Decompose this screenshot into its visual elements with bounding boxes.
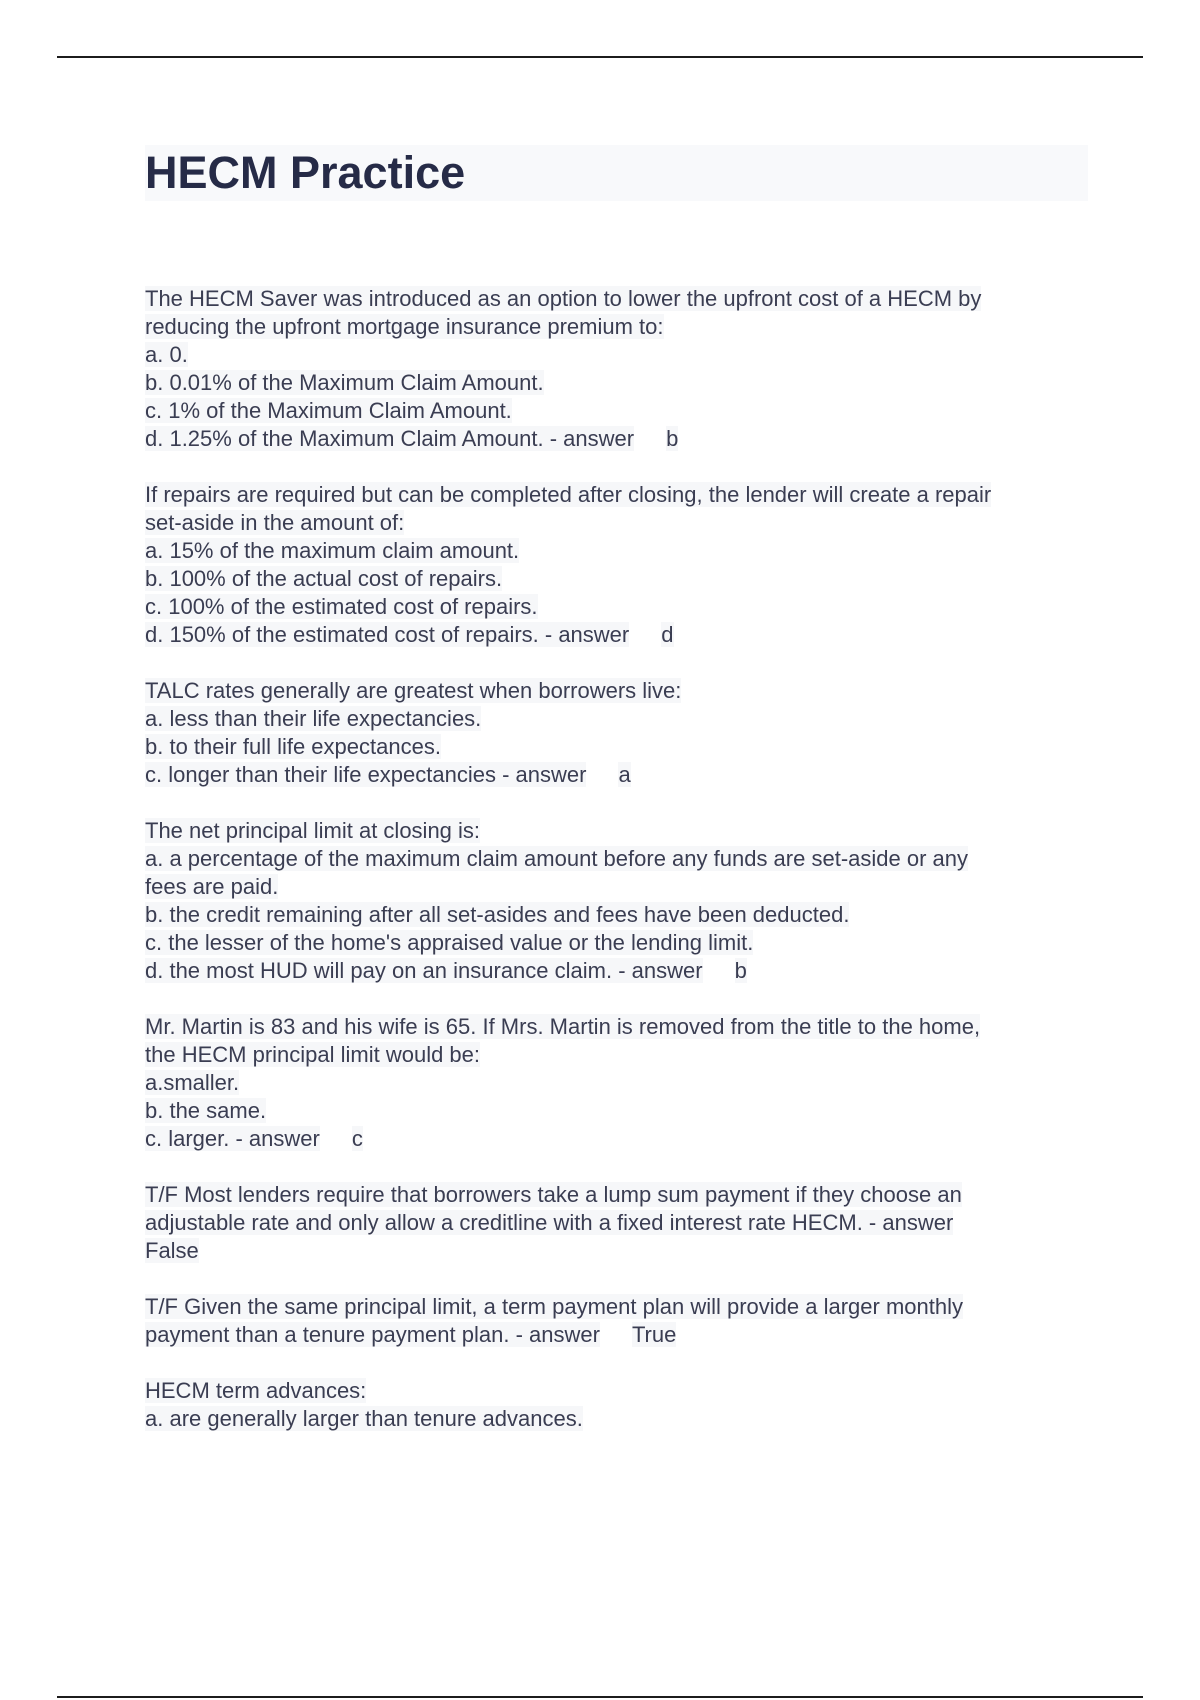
option-answer-line: d. 150% of the estimated cost of repairs. - answer d: [145, 622, 674, 647]
page-title: HECM Practice: [145, 147, 466, 198]
option-line: b. the same.: [145, 1098, 267, 1123]
question-line: the HECM principal limit would be:: [145, 1042, 481, 1067]
option-line: b. the credit remaining after all set-asides and fees have been deducted.: [145, 902, 850, 927]
answer-key: b: [666, 426, 679, 451]
question-block-3: [145, 677, 1088, 789]
question-answer-line: payment than a tenure payment plan. - answer True: [145, 1322, 677, 1347]
question-line: If repairs are required but can be completed after closing, the lender will create a repair: [145, 482, 992, 507]
question-line: The net principal limit at closing is:: [145, 818, 481, 843]
answer-line: False: [145, 1238, 199, 1263]
answer-key: d: [661, 622, 674, 647]
question-line: HECM term advances:: [145, 1378, 367, 1403]
title-block: [145, 145, 1088, 201]
option-answer-line: d. 1.25% of the Maximum Claim Amount. - answer b: [145, 426, 679, 451]
option-line: a. 0.: [145, 342, 188, 367]
option-line: fees are paid.: [145, 874, 279, 899]
question-line: adjustable rate and only allow a creditline with a fixed interest rate HECM. - answer: [145, 1210, 954, 1235]
question-line: The HECM Saver was introduced as an option to lower the upfront cost of a HECM by: [145, 286, 982, 311]
question-block-8: [145, 1377, 1088, 1433]
question-line: T/F Given the same principal limit, a term payment plan will provide a larger monthly: [145, 1294, 963, 1319]
question-line: reducing the upfront mortgage insurance premium to:: [145, 314, 664, 339]
option-line: a. are generally larger than tenure advances.: [145, 1406, 583, 1431]
question-line: TALC rates generally are greatest when borrowers live:: [145, 678, 682, 703]
option-answer-line: c. longer than their life expectancies - answer a: [145, 762, 631, 787]
questions-list: [145, 285, 1088, 1461]
question-line: Mr. Martin is 83 and his wife is 65. If Mrs. Martin is removed from the title to the home,: [145, 1014, 981, 1039]
answer-key: True: [631, 1322, 677, 1347]
option-line: b. to their full life expectances.: [145, 734, 441, 759]
option-line: c. 1% of the Maximum Claim Amount.: [145, 398, 512, 423]
question-block-1: [145, 285, 1088, 453]
question-block-7: [145, 1293, 1088, 1349]
option-line: c. the lesser of the home's appraised value or the lending limit.: [145, 930, 754, 955]
option-line: b. 100% of the actual cost of repairs.: [145, 566, 503, 591]
option-line: a.smaller.: [145, 1070, 240, 1095]
bottom-divider: [57, 1696, 1143, 1698]
question-block-4: [145, 817, 1088, 985]
answer-key: b: [734, 958, 747, 983]
option-line: b. 0.01% of the Maximum Claim Amount.: [145, 370, 544, 395]
option-line: a. 15% of the maximum claim amount.: [145, 538, 520, 563]
option-answer-line: c. larger. - answer c: [145, 1126, 363, 1151]
answer-key: c: [351, 1126, 363, 1151]
question-block-6: [145, 1181, 1088, 1265]
question-line: T/F Most lenders require that borrowers take a lump sum payment if they choose an: [145, 1182, 962, 1207]
top-divider: [57, 56, 1143, 58]
option-answer-line: d. the most HUD will pay on an insurance claim. - answer b: [145, 958, 747, 983]
option-line: a. less than their life expectancies.: [145, 706, 482, 731]
answer-key: a: [618, 762, 631, 787]
question-block-5: [145, 1013, 1088, 1153]
question-line: set-aside in the amount of:: [145, 510, 405, 535]
option-line: c. 100% of the estimated cost of repairs.: [145, 594, 538, 619]
option-line: a. a percentage of the maximum claim amount before any funds are set-aside or any: [145, 846, 968, 871]
question-block-2: [145, 481, 1088, 649]
